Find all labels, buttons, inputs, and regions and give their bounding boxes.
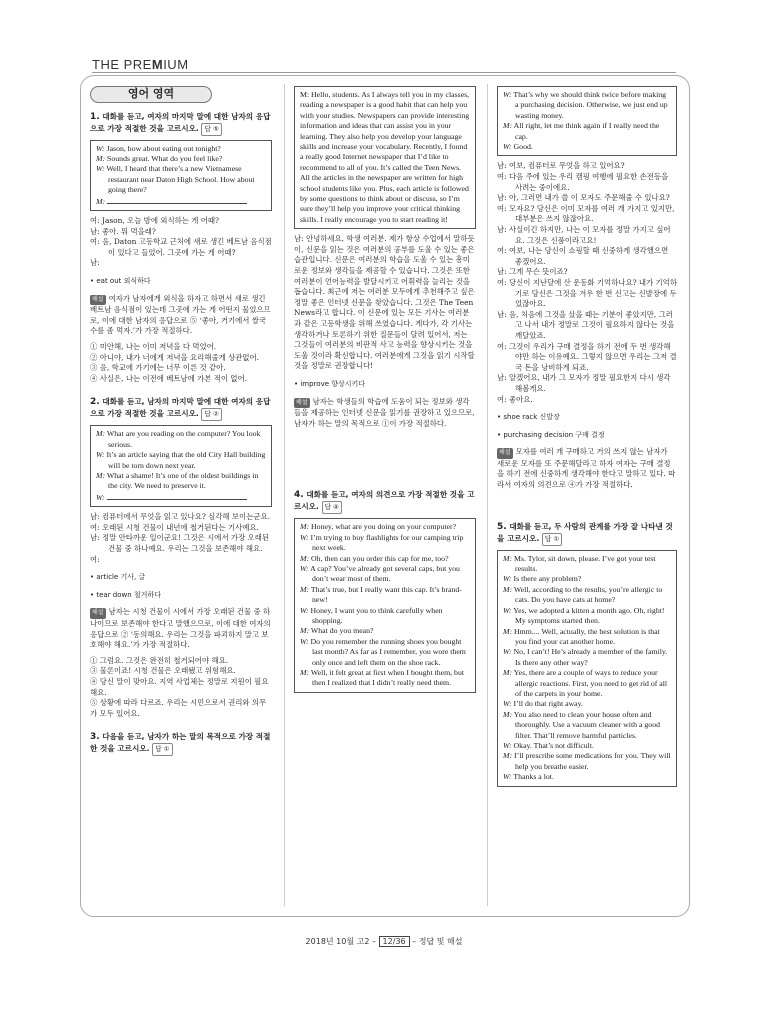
- explanation-2: 해설 남자는 시청 건물이 시에서 가장 오래된 건물 중 하나이므로 보존해야 한다고 말했으므로, 이에 대한 여자의 응답으로 ② ‘동의해요. 우리는 그것을 파괴하지 말고 보호해야 해요.’가 가장 적절하다.: [90, 607, 271, 650]
- option-line: ④ 사실은, 나는 이전에 베트남에 가본 적이 없어.: [90, 373, 248, 383]
- header-divider: [92, 72, 676, 73]
- dialog-line: M: Oh, then can you order this cap for me, too?: [300, 553, 449, 563]
- monologue-box-3: M: Hello, students. As I always tell you in my classes, reading a newspaper is a good habit that can help you with your studies. Newspapers can provide interesting information and ideas that can assist you in your learning. They also help you develop your language skills and increase your vocabulary. Recently, I found a really good Internet newspaper that I’d like to recommend to all of you. It’s called the Teen News. All the articles in the newspaper are written for high school students like you. Plus, each article is followed by some questions to think about or discuss, so I’m sure they’ll help you improve your critical thinking skills. I really encourage you to start reading it!: [294, 86, 476, 229]
- answer-badge: 답 ⑤: [201, 123, 221, 136]
- dialog-line: W: That’s why we should think twice before making a purchasing decision. Otherwise, we just end up wasting money.: [503, 90, 668, 120]
- dialog-box-4: [294, 518, 476, 693]
- page-number: 12/36: [379, 936, 410, 947]
- dialog-line: M: What do you mean?: [300, 626, 374, 636]
- column-divider: [284, 84, 285, 906]
- dialog-line: M: You also need to clean your house often and thoroughly. Use a vacuum cleaner with a good filter. That’ll remove harmful particles.: [503, 709, 660, 740]
- dialog-line: M: All right, let me think again if I really need the cap.: [503, 121, 660, 141]
- translation-line: 남: 알겠어요, 내가 그 모자가 정말 필요한지 다시 생각해볼게요.: [497, 373, 671, 393]
- column-2: [294, 86, 476, 698]
- explanation-3: 해설 남자는 학생들의 학습에 도움이 되는 정보와 생각들을 제공하는 인터넷 신문을 읽기를 권장하고 있으므로, 남자가 하는 말의 목적으로 ①이 가장 적절하다.: [294, 396, 475, 428]
- translation-2: [90, 512, 272, 565]
- dialog-line: W: Okay. That’s not difficult.: [503, 740, 594, 750]
- dialog-line: W: I’ll do that right away.: [503, 699, 583, 709]
- options-2: [90, 656, 272, 720]
- translation-line: 여: 오래된 시청 건물이 내년에 철거된다는 기사예요.: [90, 522, 259, 532]
- dialog-line: W: I’m trying to buy flashlights for our camping trip next week.: [300, 532, 464, 553]
- dialog-line: M: Hmm.... Well, actually, the best solution is that you find your cat another home.: [503, 626, 660, 646]
- translation-line: 여: Jason, 오늘 밤에 외식하는 게 어때?: [90, 216, 219, 226]
- translation-line: 남: 컴퓨터에서 무엇을 읽고 있나요? 심각해 보이는군요.: [90, 512, 270, 522]
- dialog-line: W: No, I can’t! He’s already a member of the family. Is there any other way?: [503, 647, 668, 667]
- option-line: ④ 당신 말이 맞아요. 지역 사업체는 정말로 지원이 필요해요.: [90, 676, 269, 697]
- question-2: 2. 대화를 듣고, 남자의 마지막 말에 대한 여자의 응답으로 가장 적절한 것을 고르시오. 답 ②: [90, 396, 272, 421]
- translation-line: 여: 모자요? 당신은 이미 모자를 여러 개 가지고 있지만, 대부분은 쓰지 않잖아요.: [497, 203, 675, 224]
- dialog-line: W: Well, I heard that there’s a new Vietnamese restaurant near Daton High School. How about going there?: [96, 164, 255, 195]
- column-3: [497, 86, 677, 792]
- dialog-line: W: Honey, I want you to think carefully when shopping.: [300, 605, 443, 626]
- translation-line: 남: 음, 처음에 그것을 샀을 때는 기분이 좋았지만, 그러고 나서 내가 정말로 그것이 필요하지 않다는 것을 깨달았죠.: [497, 309, 675, 340]
- dialog-line: M: Honey, what are you doing on your computer?: [300, 522, 457, 532]
- dialog-line: W:: [96, 492, 266, 503]
- dialog-line: M: Well, according to the results, you’re allergic to cats. Do you have cats at home?: [503, 584, 663, 605]
- dialog-box-2: [90, 425, 272, 507]
- explanation-4: 해설 모자를 여러 개 구매하고 거의 쓰지 않는 남자가 새로운 모자를 또 주문해달라고 하자 여자는 구매 결정을 하기 전에 신중하게 생각해야 한다고 말하고 있다. 따라서 여자의 의견으로 ④가 가장 적절하다.: [497, 447, 676, 490]
- vocab-item: • shoe rack 신발장: [497, 413, 560, 422]
- dialog-line: M: What a shame! It’s one of the oldest buildings in the city. We need to preserve it.: [96, 470, 259, 491]
- page-footer: 2018년 10월 고2 – 12/36 – 정답 및 해설: [305, 937, 463, 946]
- translation-line: 여: 여보, 나는 당신이 쇼핑할 때 신중하게 생각했으면 좋겠어요.: [497, 246, 669, 266]
- translation-line: 여: 다음 주에 있는 우리 캠핑 여행에 필요한 손전등을 사려는 중이에요.: [497, 172, 669, 192]
- dialog-line: M: What are you reading on the computer? You look serious.: [96, 429, 261, 449]
- translation-line: 남: 그게 무슨 뜻이죠?: [497, 267, 568, 277]
- dialog-line: M: I’ll prescribe some medications for you. They will help you breathe easier.: [503, 751, 671, 771]
- dialog-line: W: A cap? You’ve already got several caps, but you don’t wear most of them.: [300, 564, 460, 584]
- options-1: [90, 342, 272, 384]
- question-4: 4. 대화를 듣고, 여자의 의견으로 가장 적절한 것을 고르시오. 답 ④: [294, 489, 476, 514]
- vocab-3: [294, 379, 476, 390]
- answer-blank: [107, 492, 247, 500]
- translation-line: 남: 좋아. 뭐 먹을래?: [90, 226, 156, 236]
- section-title: 영어 영역: [90, 86, 212, 103]
- question-3: 3. 다음을 듣고, 남자가 하는 말의 목적으로 가장 적절한 것을 고르시오. 답 ①: [90, 731, 272, 756]
- column-divider: [487, 84, 488, 906]
- translation-3: 남: 안녕하세요, 학생 여러분. 제가 항상 수업에서 말하듯이, 신문을 읽는 것은 여러분의 공부를 도울 수 있는 좋은 습관입니다. 신문은 여러분의 학습을 도울 수 있는 흥미로운 정보와 생각들을 제공할 수 있습니다. 그것은 또한 여러분이 언어능력을 발달시키고 어휘력을 늘리는 것을 돕습니다. 최근에 저는 여러분 모두에게 추천해주고 싶은 정말 좋은 인터넷 신문을 찾았습니다. 그것은 The Teen News라고 합니다. 이 신문에 있는 모든 기사는 여러분과 같은 고등학생을 위해 쓰였습니다. 게다가, 각 기사는 생각하거나 토론하기 위한 질문들이 달려 있어서, 저는 그것들이 여러분의 비판적 사고 능력을 향상시키는 것을 도울 것이라 확신합니다. 여러분에게 그것을 읽기 시작할 것을 정말로 권장합니다!: [294, 234, 475, 371]
- translation-line: 남: 정말 안타까운 일이군요! 그것은 시에서 가장 오래된 건물 중 하나예요. 우리는 그것을 보존해야 해요.: [90, 533, 269, 553]
- dialog-line: W: Is there any problem?: [503, 574, 582, 584]
- explanation-1: 해설 여자가 남자에게 외식을 하자고 하면서 새로 생긴 베트남 음식점이 있는데 그곳에 가는 게 어떤지 물었으므로, 이에 대한 남자의 응답으로 ⑤ ‘좋아, 거기에서 쌀국수를 좀 먹자.’가 가장 적절하다.: [90, 293, 271, 336]
- option-line: ① 그럼요. 그것은 완전히 철거되어야 해요.: [90, 655, 229, 665]
- option-line: ② 아니야, 내가 너에게 저녁을 요리해줄게 상관없어.: [90, 352, 259, 362]
- translation-line: 여:: [90, 554, 100, 564]
- vocab-item: • purchasing decision 구매 결정: [497, 430, 605, 439]
- translation-line: 남: 여보, 컴퓨터로 무엇을 하고 있어요?: [497, 161, 625, 171]
- dialog-box-4-cont: [497, 86, 677, 156]
- dialog-line: M: Yes, there are a couple of ways to reduce your allergic reactions. First, you need to get rid of all of the carpets in your home.: [503, 668, 668, 698]
- translation-line: 남: 아, 그러면 내가 쓸 이 모자도 주문해줄 수 있나요?: [497, 193, 670, 203]
- vocab-4: [497, 412, 677, 440]
- vocab-item: • article 기사, 글: [90, 573, 146, 582]
- column-1: [90, 86, 272, 760]
- dialog-line: W: It’s an article saying that the old City Hall building will be torn down next year.: [96, 450, 266, 470]
- option-line: ③ 음, 학교에 가기에는 너무 이른 것 같아.: [90, 363, 226, 373]
- vocab-item: • tear down 철거하다: [90, 590, 161, 599]
- answer-badge: 답 ④: [322, 501, 342, 514]
- dialog-box-1: [90, 140, 272, 211]
- dialog-line: W: Good.: [503, 142, 533, 152]
- dialog-line: W: Jason, how about eating out tonight?: [96, 143, 221, 153]
- dialog-line: M:: [96, 196, 266, 207]
- dialog-line: W: Thanks a lot.: [503, 772, 554, 782]
- option-line: ① 미안해, 나는 이미 저녁을 다 먹었어.: [90, 341, 217, 351]
- vocab-item: • improve 향상시키다: [294, 380, 366, 388]
- brand-logo: THE PREMIUM: [92, 57, 189, 72]
- vocab-2: [90, 572, 272, 600]
- dialog-box-5: [497, 550, 677, 787]
- dialog-line: W: Yes, we adopted a kitten a month ago. Oh, right! My symptoms started then.: [503, 605, 665, 626]
- answer-badge: 답 ①: [542, 533, 562, 546]
- dialog-line: M: Sounds great. What do you feel like?: [96, 154, 223, 163]
- translation-4: [497, 161, 677, 405]
- dialog-line: W: Do you remember the running shoes you bought last month? As far as I remember, you wore them only once and left them on the shoe rack.: [300, 636, 466, 667]
- translation-line: 여: 음, Daton 고등학교 근처에 새로 생긴 베트남 음식점이 있다고 들었어. 그곳에 가는 게 어때?: [90, 237, 272, 257]
- option-line: ⑤ 상황에 따라 다르죠. 우리는 시민으로서 권리와 의무가 모두 있어요.: [90, 698, 267, 718]
- translation-line: 남: 사실이긴 하지만, 나는 이 모자를 정말 가지고 싶어요. 그것은 신품이라고요!: [497, 225, 671, 245]
- translation-line: 여: 좋아요.: [497, 394, 533, 404]
- answer-blank: [107, 196, 247, 204]
- dialog-line: M: Well, it felt great at first when I bought them, but then I realized that I didn’t really need them.: [300, 668, 465, 688]
- vocab-item: • eat out 외식하다: [90, 277, 151, 285]
- vocab-1: [90, 276, 272, 287]
- translation-line: 여: 그것이 우리가 구매 결정을 하기 전에 두 번 생각해야만 하는 이유예요. 그렇지 않으면 우리는 그저 결국 돈을 낭비하게 되죠.: [497, 341, 677, 372]
- dialog-line: M: Ms. Tylor, sit down, please. I’ve got your test results.: [503, 553, 656, 574]
- question-5: 5. 대화를 듣고, 두 사람의 관계를 가장 잘 나타낸 것을 고르시오. 답 ①: [497, 521, 677, 546]
- answer-badge: 답 ①: [152, 743, 172, 756]
- question-1: 1. 대화를 듣고, 여자의 마지막 말에 대한 남자의 응답으로 가장 적절한 것을 고르시오. 답 ⑤: [90, 111, 272, 136]
- translation-line: 여: 당신이 지난달에 산 운동화 기억하나요? 내가 기억하기로 당신은 그것을 겨우 한 번 신고는 신발장에 두었잖아요.: [497, 277, 677, 309]
- answer-badge: 답 ②: [201, 408, 221, 421]
- dialog-line: M: That’s true, but I really want this cap. It’s brand-new!: [300, 584, 462, 605]
- translation-line: 남:: [90, 258, 100, 268]
- translation-1: [90, 216, 272, 269]
- option-line: ③ 물론이죠! 시청 건물은 오래됐고 위험해요.: [90, 666, 236, 676]
